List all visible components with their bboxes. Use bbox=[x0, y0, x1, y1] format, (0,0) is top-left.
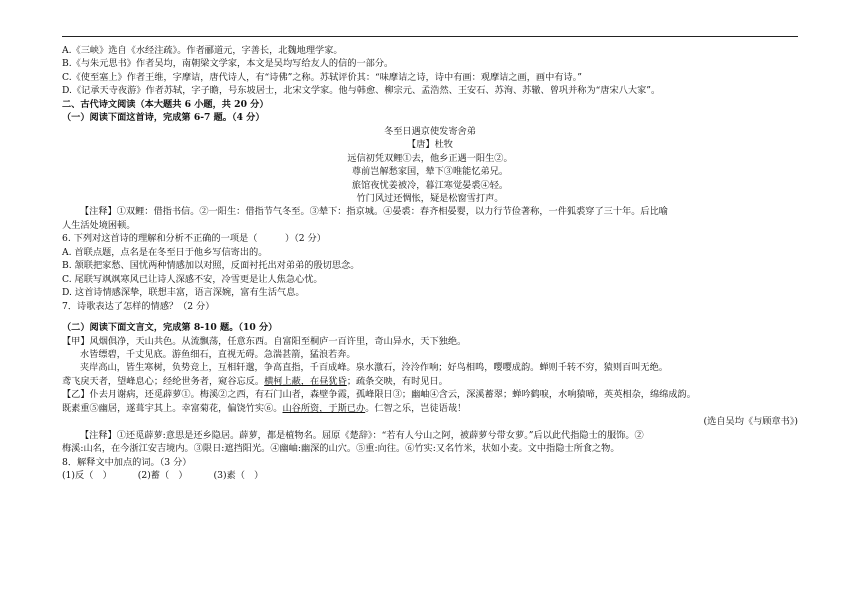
poem-line-4: 竹门风过还惆怅，疑是松窗雪打声。 bbox=[356, 192, 504, 204]
question-7: 7．诗歌表达了怎样的情感？（2 分） bbox=[62, 300, 215, 312]
poem-line-1: 远信初凭双鲤①去，他乡正遇一阳生②。 bbox=[347, 152, 513, 164]
jia-para-1: 【甲】风烟俱净，天山共色。从流飘荡，任意东西。自富阳至桐庐一百许里，奇山异水，天下独绝。 bbox=[62, 335, 467, 347]
option-5a: A.《三峡》选自《水经注疏》。作者郦道元，字善长，北魏地理学家。 bbox=[62, 45, 343, 56]
poem-line-2: 尊前岂解愁家国，辇下③唯能忆弟兄。 bbox=[351, 166, 509, 178]
question-6-option-b: B. 颔联把家愁、国忧两种情感加以对照，反面衬托出对弟弟的殷切思念。 bbox=[62, 260, 360, 272]
yi-line-2-end: 。仁智之乐，岂徒语哉！ bbox=[365, 402, 467, 414]
exam-page bbox=[62, 44, 798, 483]
poem-title: 冬至日遇京使发寄舍弟 bbox=[384, 125, 476, 137]
question-8-item-3: (3)素（ ） bbox=[213, 470, 264, 482]
question-8-items bbox=[62, 469, 798, 482]
section-2-title: 二、古代诗文阅读（本大题共 6 小题，共 20 分） bbox=[62, 98, 269, 110]
poem-line-3: 旅馆夜忧姜被冷，暮江寒觉晏裘④轻。 bbox=[351, 179, 509, 191]
option-5b: B.《与朱元思书》作者吴均，南朝梁文学家，本文是吴均写给友人的信的一部分。 bbox=[62, 58, 394, 70]
yi-note-2: 梅溪:山名，在今浙江安吉境内。③限日:遮挡阳光。④幽岫:幽深的山穴。⑤重:向往。⑥竹实:又名竹米，状如小麦。文中指隐士所食之物。 bbox=[62, 443, 620, 455]
yi-underlined-sentence: 山谷所资，于斯已办 bbox=[282, 402, 366, 414]
yi-note-1: 【注释】①还觅薜萝:意思是还乡隐居。薜萝，都是植物名。屈原《楚辞》：“若有人兮山之阿，被薜萝兮带女萝。”后以此代指隐士的服饰。② bbox=[80, 429, 644, 441]
yi-line-2 bbox=[62, 402, 798, 415]
jia-para-2: 水皆缥碧，千丈见底。游鱼细石，直视无碍。急湍甚箭，猛浪若奔。 bbox=[80, 348, 356, 360]
poem-note-1: 【注释】①双鲤：借指书信。②一阳生：借指节气冬至。③辇下：指京城。④晏裘：春齐相晏婴，以力行节俭著称，一件狐裘穿了三十年。后比喻 bbox=[80, 206, 668, 218]
poem-note-2: 人生活处境困顿。 bbox=[62, 219, 136, 231]
option-5d: D.《记承天寺夜游》作者苏轼，字子瞻，号东坡居士，北宋文学家。他与韩愈、柳宗元、孟浩然、王安石、苏洵、苏辙、曾巩并称为“唐宋八大家”。 bbox=[62, 85, 661, 97]
yi-source: (选自吴均《与顾章书》) bbox=[703, 416, 798, 428]
header-rule bbox=[62, 36, 798, 37]
question-6-option-c: C. 尾联写飒飒寒风已让诗人深感不安，冷雪更是让人焦急心忧。 bbox=[62, 273, 323, 285]
jia-para-4-end: ；疏条交映，有时见日。 bbox=[346, 375, 448, 387]
yi-line-2-start: 既素重⑤幽居，遂葺宇其上。幸富菊花，偏饶竹实⑥。 bbox=[62, 402, 283, 414]
question-8-item-2: (2)蓄（ ） bbox=[137, 470, 188, 482]
question-8-item-1: (1)反（ ） bbox=[62, 470, 112, 482]
question-6-option-a: A. 首联点题，点名是在冬至日于他乡写信寄出的。 bbox=[62, 246, 268, 258]
jia-para-4 bbox=[62, 375, 798, 388]
question-6-option-d: D. 这首诗情感深挚，联想丰富，语言深婉，富有生活气息。 bbox=[62, 287, 305, 299]
jia-underlined-sentence: 横柯上蔽，在昼犹昏 bbox=[264, 375, 347, 387]
poem-author: 【唐】杜牧 bbox=[407, 139, 453, 151]
option-5c: C.《使至塞上》作者王维，字摩诘，唐代诗人，有“诗佛”之称。苏轼评价其：“味摩诘之诗，诗中有画：观摩诘之画，画中有诗。” bbox=[62, 71, 582, 83]
jia-para-3: 夹岸高山，皆生寒树，负势竞上，互相轩邈，争高直指，千百成峰。泉水激石，泠泠作响；好鸟相鸣，嘤嘤成韵。蝉则千转不穷，猿则百叫无绝。 bbox=[80, 362, 668, 374]
part-2-title: （二）阅读下面文言文，完成第 8-10 题。（10 分） bbox=[62, 322, 278, 334]
question-6-stem: 6. 下列对这首诗的理解和分析不正确的一项是（ ）（2 分） bbox=[62, 233, 326, 245]
jia-para-4-start: 鸢飞戾天者，望峰息心；经纶世务者，窥谷忘反。 bbox=[62, 375, 265, 387]
yi-line-1: 【乙】仆去月谢病，还觅薜萝①。梅溪②之西，有石门山者，森壁争霞，孤峰限日③；幽岫④含云，深溪蓄翠；蝉吟鹤唳，水响猿啼，英英相杂，绵绵成韵。 bbox=[62, 389, 696, 401]
question-8-stem: 8．解释文中加点的词。（3 分） bbox=[62, 456, 192, 468]
part-1-title: （一）阅读下面这首诗，完成第 6-7 题。（4 分） bbox=[62, 112, 265, 124]
